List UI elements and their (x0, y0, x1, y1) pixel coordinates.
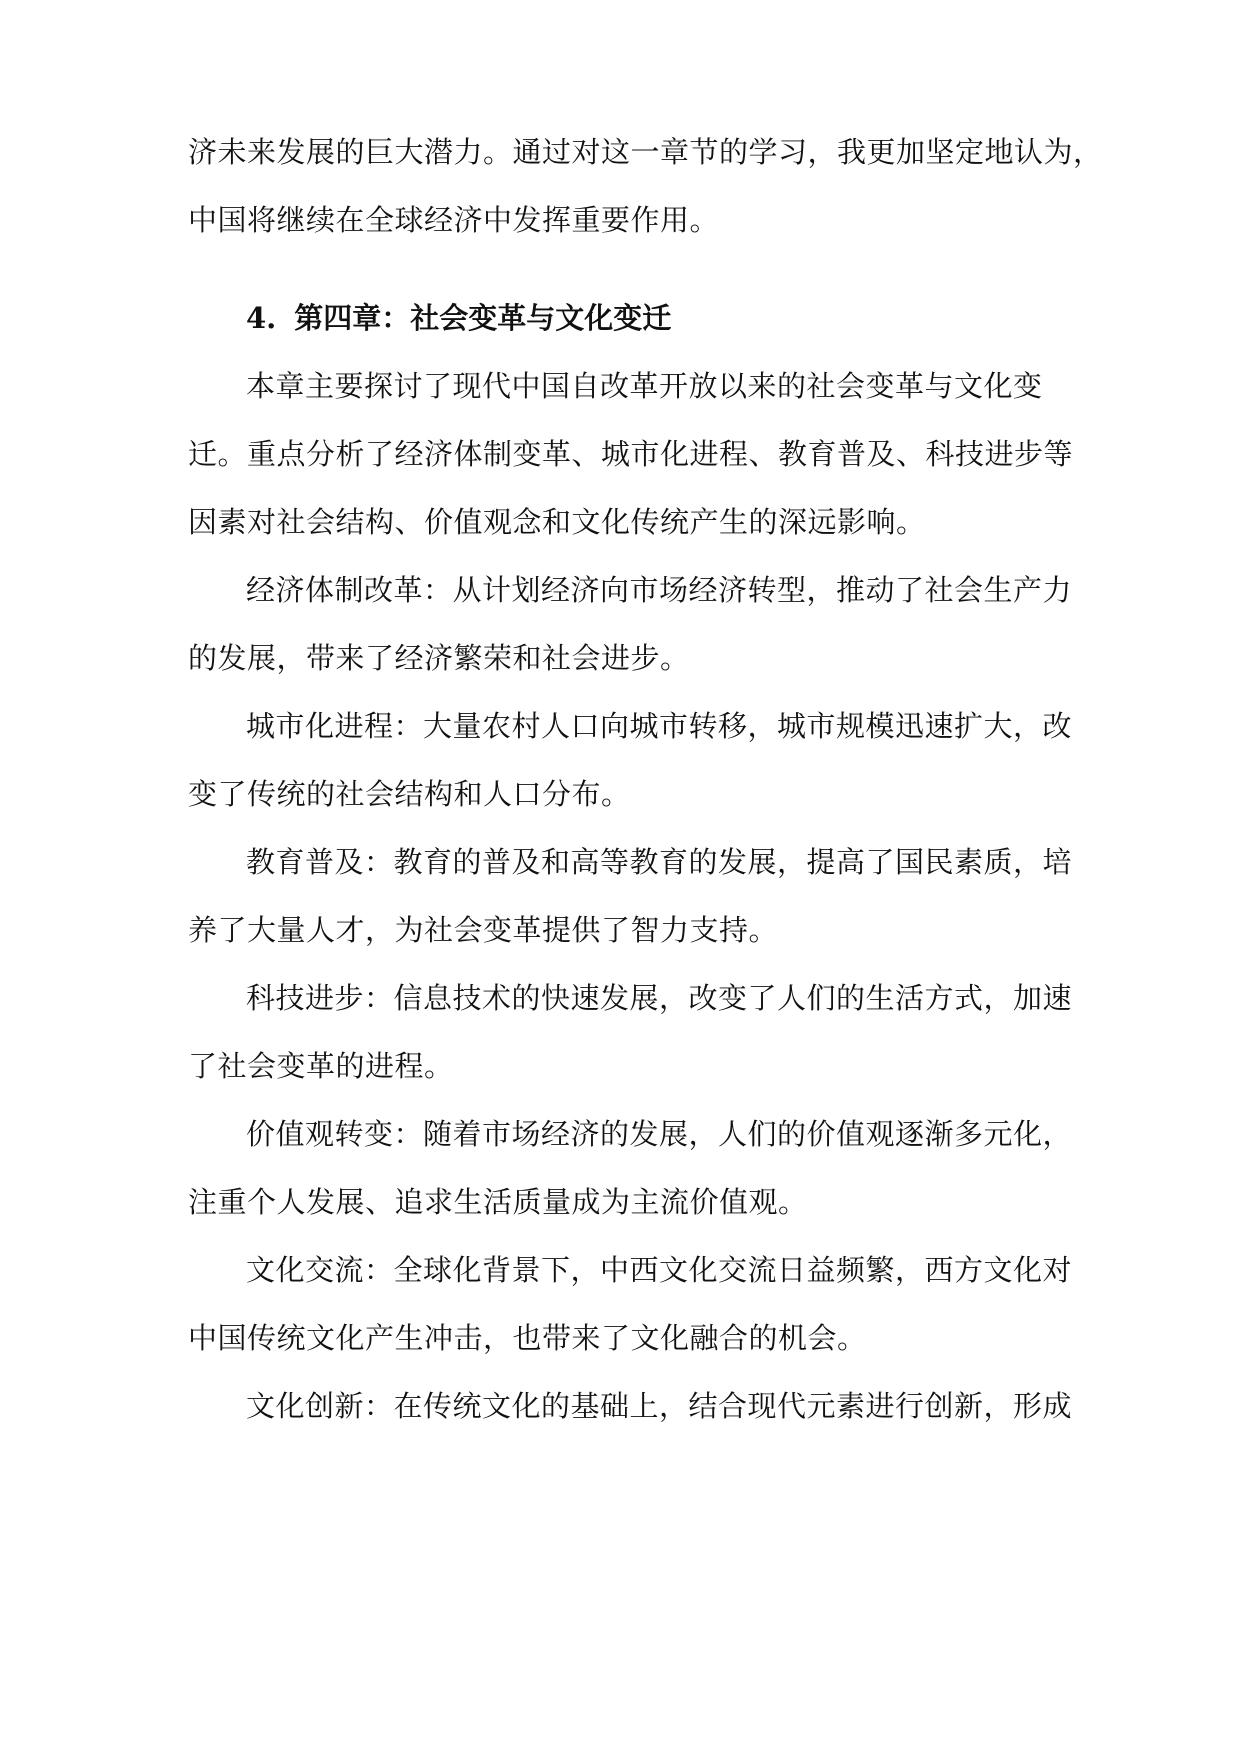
urbanization-line-1: 城市化进程：大量农村人口向城市转移，城市规模迅速扩大，改 (246, 709, 1073, 743)
summary-line-2: 迁。重点分析了经济体制变革、城市化进程、教育普及、科技进步等 (188, 437, 1074, 471)
economic-reform-line-2: 的发展，带来了经济繁荣和社会进步。 (188, 641, 690, 675)
education-line-1: 教育普及：教育的普及和高等教育的发展，提高了国民素质，培 (246, 845, 1073, 879)
values-line-1: 价值观转变：随着市场经济的发展，人们的价值观逐渐多元化， (246, 1117, 1073, 1151)
urbanization-line-2: 变了传统的社会结构和人口分布。 (188, 777, 631, 811)
education-line-2: 养了大量人才，为社会变革提供了智力支持。 (188, 913, 779, 947)
chapter-number: 4. (246, 301, 277, 335)
summary-line-1: 本章主要探讨了现代中国自改革开放以来的社会变革与文化变 (246, 369, 1043, 403)
chapter-heading (246, 298, 671, 338)
values-line-2: 注重个人发展、追求生活质量成为主流价值观。 (188, 1185, 808, 1219)
cultural-exchange-line-1: 文化交流：全球化背景下，中西文化交流日益频繁，西方文化对 (246, 1253, 1073, 1287)
technology-line-2: 了社会变革的进程。 (188, 1049, 454, 1083)
economic-reform-line-1: 经济体制改革：从计划经济向市场经济转型，推动了社会生产力 (246, 573, 1073, 607)
cultural-innovation-line-1: 文化创新：在传统文化的基础上，结合现代元素进行创新，形成 (246, 1389, 1073, 1423)
intro-line-1: 济未来发展的巨大潜力。通过对这一章节的学习，我更加坚定地认为， (188, 135, 1103, 169)
summary-line-3: 因素对社会结构、价值观念和文化传统产生的深远影响。 (188, 505, 926, 539)
cultural-exchange-line-2: 中国传统文化产生冲击，也带来了文化融合的机会。 (188, 1321, 867, 1355)
chapter-title: 第四章：社会变革与文化变迁 (294, 301, 672, 335)
technology-line-1: 科技进步：信息技术的快速发展，改变了人们的生活方式，加速 (246, 981, 1073, 1015)
intro-line-2: 中国将继续在全球经济中发挥重要作用。 (188, 203, 720, 237)
